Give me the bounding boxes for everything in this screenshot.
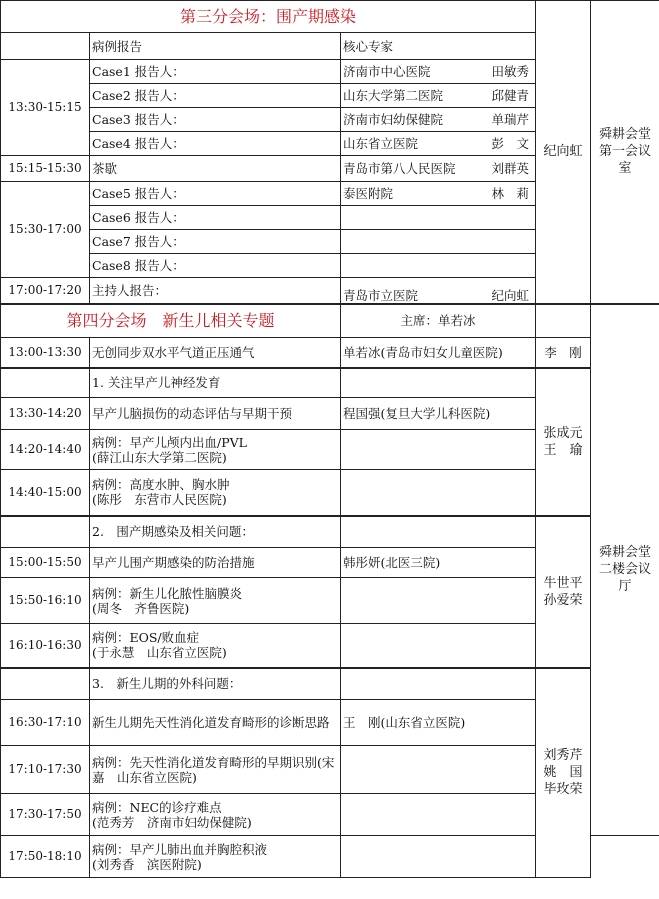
- session3-chair: 纪向虹: [536, 1, 591, 304]
- expert-name: 刘群英: [491, 161, 530, 176]
- time-cell: 13:30-14:20: [1, 398, 90, 430]
- expert-name: 林 莉: [491, 186, 530, 201]
- case-cell: Case6 报告人：: [90, 206, 341, 230]
- topic-cell: 无创同步双水平气道正压通气: [90, 338, 341, 368]
- expert-cell: [341, 132, 536, 156]
- time-cell: 16:10-16:30: [1, 624, 90, 668]
- topic-cell: 新生儿期先天性消化道发育畸形的诊断思路: [90, 700, 341, 746]
- empty-cell: [341, 668, 536, 700]
- section3-chair: 刘秀芹 姚 国 毕玫荣: [536, 668, 591, 878]
- time-cell: 15:30-17:00: [1, 182, 90, 278]
- speaker-cell: [341, 836, 536, 878]
- expert-cell: [341, 84, 536, 108]
- chair-cell: 李 刚: [536, 338, 591, 368]
- topic-cell: 早产儿围产期感染的防治措施: [90, 548, 341, 578]
- topic-cell: 病例：NEC的诊疗难点 (范秀芳 济南市妇幼保健院): [90, 794, 341, 836]
- speaker-cell: [341, 470, 536, 516]
- expert-cell: [341, 182, 536, 206]
- time-cell: 13:30-15:15: [1, 60, 90, 156]
- time-cell: 14:40-15:00: [1, 470, 90, 516]
- empty-cell: [1, 33, 90, 60]
- expert-name: 邱健青: [491, 88, 530, 103]
- hospital: 济南市中心医院: [343, 64, 431, 79]
- hospital: 泰医附院: [343, 186, 394, 201]
- case-cell: Case4 报告人：: [90, 132, 341, 156]
- expert-name: 田敏秀: [491, 64, 530, 79]
- case-cell: Case7 报告人：: [90, 230, 341, 254]
- expert-cell: [341, 60, 536, 84]
- expert-name: 纪向虹: [491, 287, 530, 303]
- speaker-cell: [341, 624, 536, 668]
- time-cell: 15:15-15:30: [1, 156, 90, 182]
- speaker-cell: [341, 578, 536, 624]
- case-cell: Case8 报告人：: [90, 254, 341, 278]
- empty-cell: [1, 668, 90, 700]
- section1-chair: 张成元 王 瑜: [536, 368, 591, 516]
- empty-cell: [341, 368, 536, 398]
- section-heading: 3. 新生儿期的外科问题：: [90, 668, 341, 700]
- session4-title: 第四分会场 新生儿相关专题: [1, 304, 341, 338]
- speaker-cell: [341, 794, 536, 836]
- topic-cell: 病例：新生儿化脓性脑膜炎 (周冬 齐鲁医院): [90, 578, 341, 624]
- topic-cell: 病例：EOS/败血症 (于永慧 山东省立医院): [90, 624, 341, 668]
- speaker-cell: 韩彤妍(北医三院): [341, 548, 536, 578]
- case-cell: 茶歇: [90, 156, 341, 182]
- time-cell: 15:00-15:50: [1, 548, 90, 578]
- case-cell: Case1 报告人：: [90, 60, 341, 84]
- section-heading: 2. 围产期感染及相关问题：: [90, 516, 341, 548]
- speaker-cell: 单若冰(青岛市妇女儿童医院): [341, 338, 536, 368]
- topic-cell: 早产儿脑损伤的动态评估与早期干预: [90, 398, 341, 430]
- section-heading: 1. 关注早产儿神经发育: [90, 368, 341, 398]
- header-expert: 核心专家: [341, 33, 536, 60]
- expert-cell: [341, 230, 536, 254]
- empty-cell: [536, 304, 591, 338]
- expert-name: 单瑞芹: [491, 112, 530, 127]
- empty-cell: [341, 516, 536, 548]
- hospital: 青岛市立医院: [343, 287, 419, 303]
- case-cell: 主持人报告：: [90, 278, 341, 304]
- hospital: 山东大学第二医院: [343, 88, 444, 103]
- time-cell: 13:00-13:30: [1, 338, 90, 368]
- time-cell: 14:20-14:40: [1, 430, 90, 470]
- topic-cell: 病例：先天性消化道发育畸形的早期识别(宋嘉 山东省立医院): [90, 746, 341, 794]
- topic-cell: 病例：早产儿肺出血并胸腔积液 (刘秀香 滨医附院): [90, 836, 341, 878]
- hospital: 山东省立医院: [343, 136, 419, 151]
- session3-venue: 舜耕会堂第一会议室: [591, 1, 659, 304]
- topic-cell: 病例：高度水肿、胸水肿 (陈彤 东营市人民医院): [90, 470, 341, 516]
- expert-cell: [341, 254, 536, 278]
- speaker-cell: 程国强(复旦大学儿科医院): [341, 398, 536, 430]
- expert-name: 彭 文: [491, 136, 530, 151]
- section2-chair: 牛世平 孙爱荣: [536, 516, 591, 668]
- time-cell: 17:10-17:30: [1, 746, 90, 794]
- empty-cell: [1, 368, 90, 398]
- topic-cell: 病例：早产儿颅内出血/PVL (薛江山东大学第二医院): [90, 430, 341, 470]
- speaker-cell: 王 刚(山东省立医院): [341, 700, 536, 746]
- session4-venue: 舜耕会堂二楼会议厅: [591, 304, 659, 836]
- hospital: 青岛市第八人民医院: [343, 161, 456, 176]
- case-cell: Case5 报告人：: [90, 182, 341, 206]
- time-cell: 17:30-17:50: [1, 794, 90, 836]
- hospital: 济南市妇幼保健院: [343, 112, 444, 127]
- session3-title: 第三分会场：围产期感染: [1, 1, 536, 33]
- speaker-cell: [341, 430, 536, 470]
- time-cell: 17:50-18:10: [1, 836, 90, 878]
- time-cell: 16:30-17:10: [1, 700, 90, 746]
- header-case: 病例报告: [90, 33, 341, 60]
- speaker-cell: [341, 746, 536, 794]
- session4-host: 主席：单若冰: [341, 304, 536, 338]
- time-cell: 17:00-17:20: [1, 278, 90, 304]
- expert-cell: [341, 156, 536, 182]
- case-cell: Case3 报告人：: [90, 108, 341, 132]
- time-cell: 15:50-16:10: [1, 578, 90, 624]
- empty-cell: [1, 516, 90, 548]
- expert-cell: [341, 278, 536, 304]
- expert-cell: [341, 108, 536, 132]
- case-cell: Case2 报告人：: [90, 84, 341, 108]
- expert-cell: [341, 206, 536, 230]
